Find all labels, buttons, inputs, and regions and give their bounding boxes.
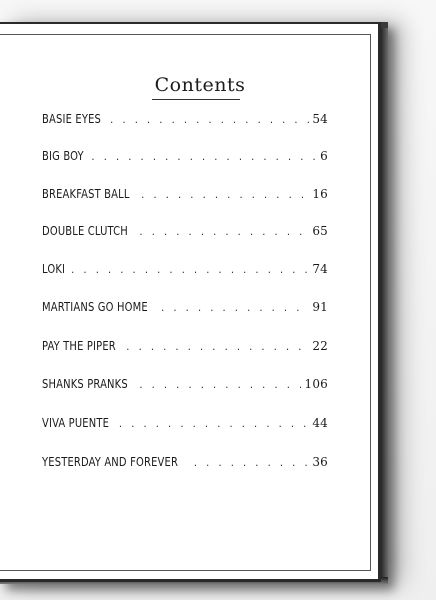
toc-entry-title: LOKI: [42, 262, 66, 276]
toc-entry-page: 22: [312, 339, 328, 353]
toc-entry-page: 74: [312, 262, 328, 276]
toc-entry[interactable]: [42, 300, 328, 322]
heading-underline: [152, 99, 240, 100]
toc-leader-dots: [110, 113, 309, 126]
page-right-edge: [380, 28, 388, 584]
toc-entry[interactable]: [42, 339, 328, 361]
toc-entry[interactable]: [42, 112, 328, 134]
toc-entry[interactable]: [42, 377, 328, 399]
toc-entry[interactable]: [42, 455, 328, 477]
toc-entry-title: SHANKS PRANKS: [42, 377, 128, 391]
toc-entry-page: 36: [312, 455, 328, 469]
toc-entry-page: 106: [304, 377, 328, 391]
toc-entry-page: 65: [312, 224, 328, 238]
toc-entry-page: 54: [312, 112, 328, 126]
toc-entry-page: 91: [312, 300, 328, 314]
toc-entry[interactable]: [42, 262, 328, 284]
toc-entry-page: 44: [312, 416, 328, 430]
toc-entry[interactable]: [42, 187, 328, 209]
toc-leader-dots: [141, 188, 309, 201]
toc-leader-dots: [71, 263, 309, 276]
toc-entry-title: MARTIANS GO HOME: [42, 300, 148, 314]
toc-leader-dots: [161, 301, 309, 314]
toc-entry[interactable]: [42, 224, 328, 246]
toc-entry-title: BASIE EYES: [42, 112, 102, 126]
toc-leader-dots: [91, 150, 317, 163]
toc-leader-dots: [194, 456, 309, 469]
toc-entry-title: PAY THE PIPER: [42, 339, 116, 353]
toc-entry[interactable]: [42, 416, 328, 438]
toc-entry-title: YESTERDAY AND FOREVER: [42, 455, 179, 469]
toc-entry-title: DOUBLE CLUTCH: [42, 224, 128, 238]
toc-leader-dots: [119, 417, 309, 430]
contents-heading: Contents: [154, 74, 246, 96]
toc-entry-title: BREAKFAST BALL: [42, 187, 130, 201]
toc-entry-title: BIG BOY: [42, 149, 84, 163]
toc-leader-dots: [139, 225, 309, 238]
toc-entry-page: 6: [320, 149, 328, 163]
toc-entry-title: VIVA PUENTE: [42, 416, 110, 430]
toc-leader-dots: [126, 340, 309, 353]
toc-entry-page: 16: [312, 187, 328, 201]
toc-leader-dots: [139, 378, 301, 391]
toc-entry[interactable]: [42, 149, 328, 171]
